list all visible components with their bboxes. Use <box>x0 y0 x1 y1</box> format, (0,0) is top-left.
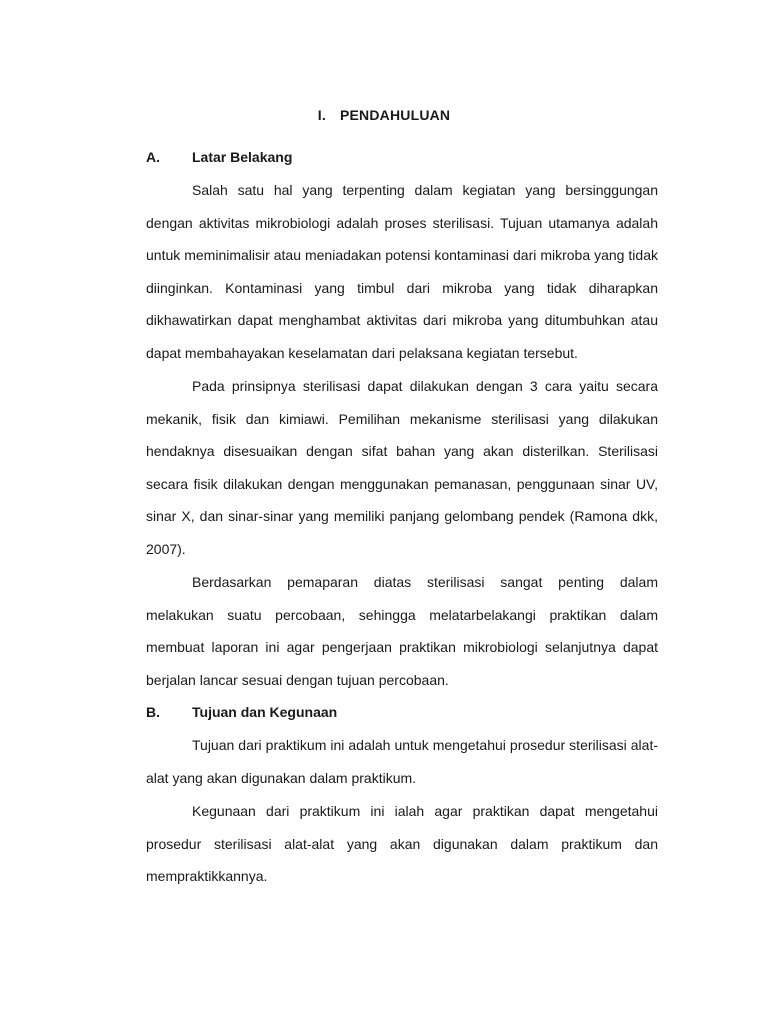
section-heading-a <box>146 149 292 165</box>
section-heading-b <box>146 704 337 720</box>
paragraph-a1: Salah satu hal yang terpenting dalam kegiatan yang bersinggungan dengan aktivitas mikrobiologi adalah proses sterilisasi. Tujuan utamanya adalah untuk meminimalisir atau meniadakan potensi kontaminasi dari mikroba yang tidak diinginkan. Kontaminasi yang timbul dari mikroba yang tidak diharapkan dikhawatirkan dapat menghambat aktivitas dari mikroba yang ditumbuhkan atau dapat membahayakan keselamatan dari pelaksana kegiatan tersebut. <box>146 182 658 361</box>
section-title: Latar Belakang <box>192 149 293 165</box>
chapter-title-text: PENDAHULUAN <box>339 107 451 123</box>
paragraph-a2: Pada prinsipnya sterilisasi dapat dilakukan dengan 3 cara yaitu secara mekanik, fisik dan kimiawi. Pemilihan mekanisme sterilisasi yang dilakukan hendaknya disesuaikan dengan sifat bahan yang akan disterilkan. Sterilisasi secara fisik dilakukan dengan menggunakan pemanasan, penggunaan sinar UV, sinar X, dan sinar-sinar yang memiliki panjang gelombang pendek (Ramona dkk, 2007). <box>146 378 658 557</box>
section-letter: A. <box>146 149 160 165</box>
paragraph-b2: Kegunaan dari praktikum ini ialah agar praktikan dapat mengetahui prosedur sterilisasi alat-alat yang akan digunakan dalam praktikum dan mempraktikkannya. <box>146 803 658 885</box>
section-title: Tujuan dan Kegunaan <box>192 704 338 720</box>
paragraph-b1: Tujuan dari praktikum ini adalah untuk mengetahui prosedur sterilisasi alat-alat yang akan digunakan dalam praktikum. <box>146 737 658 786</box>
paragraph-a3: Berdasarkan pemaparan diatas sterilisasi sangat penting dalam melakukan suatu percobaan, sehingga melatarbelakangi praktikan dalam membuat laporan ini agar pengerjaan praktikan mikrobiologi selanjutnya dapat berjalan lancar sesuai dengan tujuan percobaan. <box>146 574 658 688</box>
section-letter: B. <box>146 704 160 720</box>
chapter-title <box>0 107 768 123</box>
chapter-number: I. <box>317 107 326 123</box>
